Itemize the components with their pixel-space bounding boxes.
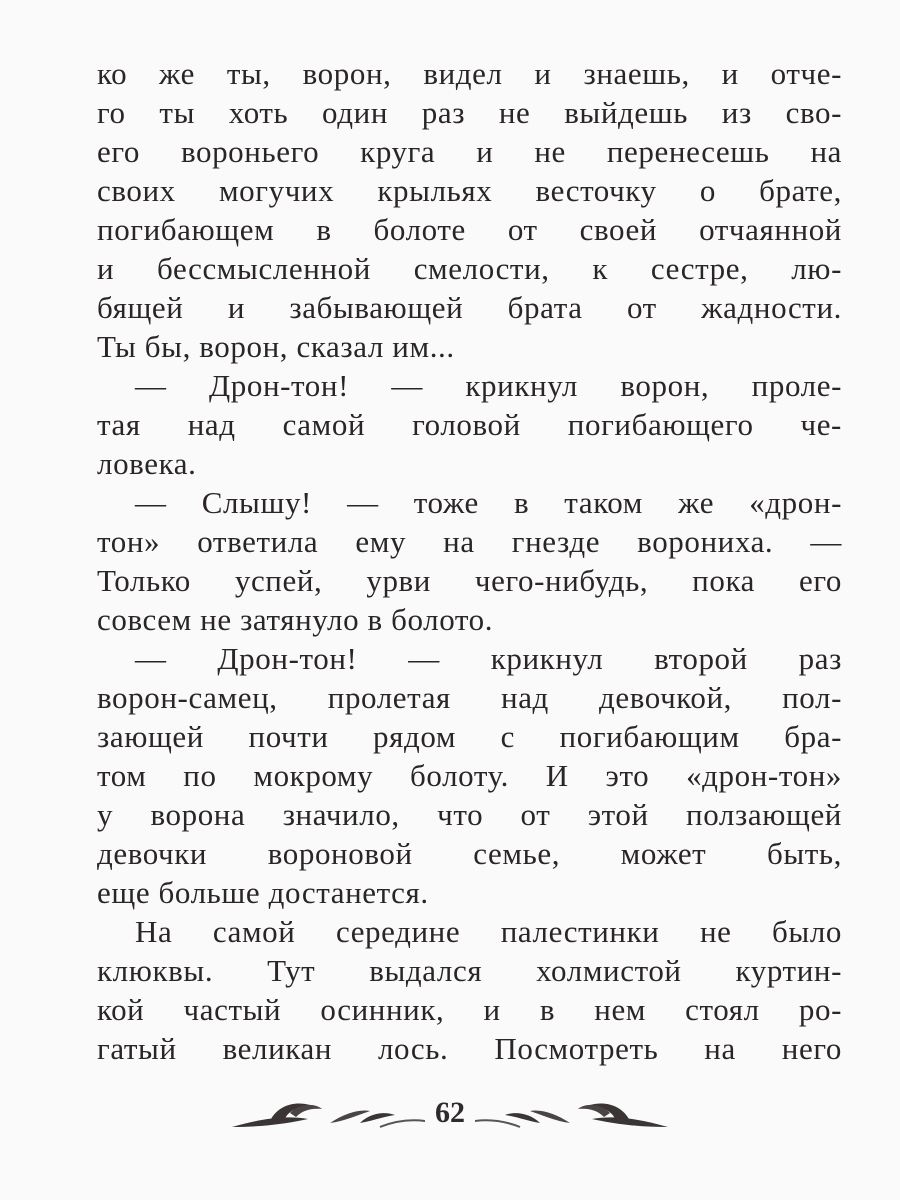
text-line: погибающем в болоте от своей отчаянной bbox=[97, 212, 842, 247]
text-line: еще больше достанется. bbox=[97, 875, 429, 910]
text-line: кой частый осинник, и в нем стоял ро- bbox=[97, 992, 842, 1027]
text-line: зающей почти рядом с погибающим бра- bbox=[97, 719, 842, 754]
text-line: у ворона значило, что от этой ползающей bbox=[97, 797, 842, 832]
page-number: 62 bbox=[435, 1096, 465, 1129]
paragraph bbox=[97, 639, 842, 912]
paragraph bbox=[97, 366, 842, 483]
text-line: своих могучих крыльях весточку о брате, bbox=[97, 173, 842, 208]
text-line: — Дрон-тон! — крикнул ворон, проле- bbox=[135, 368, 842, 403]
text-line: — Дрон-тон! — крикнул второй раз bbox=[135, 641, 842, 676]
text-line: ловека. bbox=[97, 446, 197, 481]
page-body-text bbox=[97, 54, 842, 1068]
text-line: ко же ты, ворон, видел и знаешь, и отче- bbox=[97, 56, 842, 91]
text-line: На самой середине палестинки не было bbox=[135, 914, 842, 949]
paragraph bbox=[97, 54, 842, 366]
text-line: бящей и забывающей брата от жадности. bbox=[97, 290, 842, 325]
text-line: том по мокрому болоту. И это «дрон-тон» bbox=[97, 758, 842, 793]
text-line: тон» ответила ему на гнезде ворониха. — bbox=[97, 524, 842, 559]
floral-flourish-left-icon bbox=[230, 1093, 425, 1133]
page-footer bbox=[0, 1088, 900, 1138]
paragraph bbox=[97, 912, 842, 1068]
text-line: тая над самой головой погибающего че- bbox=[97, 407, 842, 442]
text-line: Ты бы, ворон, сказал им... bbox=[97, 329, 455, 364]
text-line: — Слышу! — тоже в таком же «дрон- bbox=[135, 485, 842, 520]
text-line: Только успей, урви чего-нибудь, пока его bbox=[97, 563, 842, 598]
text-line: ворон-самец, пролетая над девочкой, пол- bbox=[97, 680, 842, 715]
text-line: девочки вороновой семье, может быть, bbox=[97, 836, 842, 871]
text-line: гатый великан лось. Посмотреть на него bbox=[97, 1031, 842, 1066]
text-line: и бессмысленной смелости, к сестре, лю- bbox=[97, 251, 842, 286]
text-line: клюквы. Тут выдался холмистой куртин- bbox=[97, 953, 842, 988]
floral-flourish-right-icon bbox=[475, 1093, 670, 1133]
text-line: его вороньего круга и не перенесешь на bbox=[97, 134, 842, 169]
text-line: го ты хоть один раз не выйдешь из сво- bbox=[97, 95, 842, 130]
text-line: совсем не затянуло в болото. bbox=[97, 602, 494, 637]
paragraph bbox=[97, 483, 842, 639]
